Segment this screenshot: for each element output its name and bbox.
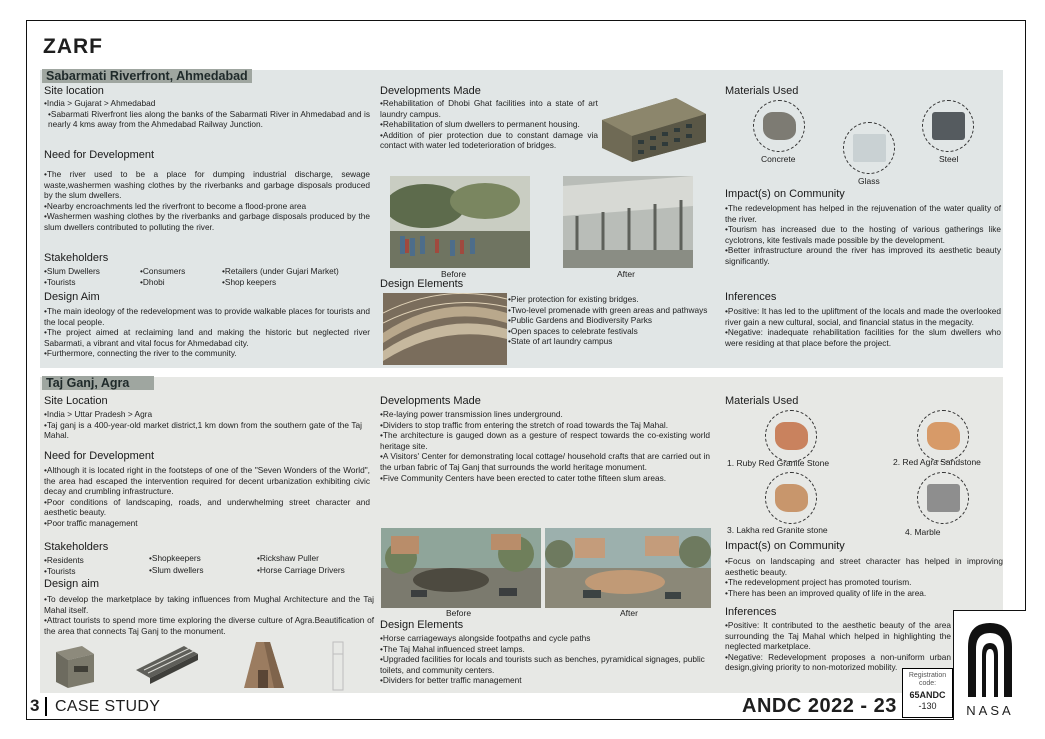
design-aim-heading: Design Aim [44, 291, 100, 303]
design-aim-text: •To develop the marketplace by taking influences from Mughal Architecture and the Taj Mahal itself. •Attract tourists to spend more time exploring the diverse culture of Agra.Beautification of the area that connects Taj Ganj to the monument. [44, 594, 374, 636]
design-elements-heading: Design Elements [380, 278, 464, 290]
stakeholder-item: •Tourists [44, 277, 76, 287]
material-label: Concrete [761, 154, 796, 164]
before-photo [381, 528, 541, 608]
materials-heading: Materials Used [725, 85, 799, 97]
site-location-text: •India > Uttar Pradesh > Agra •Taj ganj is a 400-year-old market district,1 km down from the southern gate of the Taj Mahal. [44, 409, 362, 441]
need-text: •Although it is located right in the footsteps of one of the "Seven Wonders of the World", the area had escaped the intervention required for decent urbanization exhibiting civic decay and crumbling infrastructure. •Poor conditions of landscaping, roads, and underwhelming street character and aesthetic beauty. •Poor traffic management [44, 465, 370, 528]
inferences-text: •Positive: It has led to the upliftment of the locals and made the overlooked river gain a new cultural, social, and financial status in the megacity. •Negative: inadequate rehabilitation facilities for the slum dwellers who were residing at that place before the project. [725, 306, 1001, 348]
stakeholders-heading: Stakeholders [44, 252, 109, 264]
section-heading-tajganj: Taj Ganj, Agra [42, 376, 154, 390]
marble-swatch [917, 472, 969, 524]
footer-divider [45, 697, 47, 716]
impact-text: •The redevelopment has helped in the rejuvenation of the water quality of the river. •Tourism has increased due to the hosting of various gatherings like cyclotrons, kite festivals made possible by the development. •Better infrastructure around the river has improved its aesthetic beauty significantly. [725, 203, 1001, 266]
nasa-logo [953, 610, 1026, 720]
stakeholder-item: •Residents [44, 555, 84, 565]
material-label: Glass [858, 176, 880, 186]
impact-text: •Focus on landscaping and street character has helped in improving aesthetic beauty. •The redevelopment project has promoted tourism. •There has been an improved quality of life in the area. [725, 556, 1003, 598]
street-lamp-render [330, 640, 346, 692]
nasa-arch-icon [954, 611, 1027, 703]
registration-label: Registration code: [908, 672, 947, 687]
design-aim-text: •The main ideology of the redevelopment was to provide walkable places for tourists and the local people. •The project aimed at reclaiming land and making the historic but neglected river Sabarmati, a vibrant and vital focus for Ahmedabad city. •Furthermore, connecting the river to the community. [44, 306, 370, 359]
need-heading: Need for Development [44, 450, 155, 462]
after-photo [545, 528, 711, 608]
stakeholders-heading: Stakeholders [44, 541, 109, 553]
before-photo [390, 176, 530, 268]
registration-box [902, 668, 953, 718]
stakeholder-item: •Dhobi [140, 277, 165, 287]
developments-text: •Re-laying power transmission lines underground. •Dividers to stop traffic from entering the stretch of road towards the Taj Mahal. •The architecture is gauged down as a gesture of respect towards the co-existing world heritage site. •A Visitors' Center for demonstrating local cottage/ household crafts that are carried out in the urban fabric of Taj Ganj that surrounds the world heritage monument. •Five Community Centers have been erected to cater tothe fifteen slum areas. [380, 409, 710, 483]
before-caption: Before [446, 608, 472, 618]
andc-year: ANDC 2022 - 23 [742, 695, 897, 717]
design-elements-text: •Horse carriageways alongside footpaths and cycle paths •The Taj Mahal influenced street lamps. •Upgraded facilities for locals and tourists such as benches, pyramidical signages, public toilets, and community centers. •Dividers for better traffic management [380, 633, 705, 686]
after-photo [563, 176, 693, 268]
impact-heading: Impact(s) on Community [725, 188, 845, 200]
before-caption: Before [441, 269, 467, 279]
inferences-heading: Inferences [725, 606, 777, 618]
material-label: 4. Marble [905, 527, 941, 537]
concrete-swatch [753, 100, 805, 152]
footer-label: CASE STUDY [55, 698, 161, 715]
laundry-campus-render [596, 92, 708, 164]
developments-heading: Developments Made [380, 85, 481, 97]
material-label: 1. Ruby Red Granite Stone [727, 458, 830, 468]
design-aim-heading: Design aim [44, 578, 100, 590]
inferences-text: •Positive: It contributed to the aesthetic beauty of the area surrounding the Taj Mahal which helped in highlighting the neglected marketplace. •Negative: Redevelopment proposes a non-uniform urban design,giving priority to non-motorized mobility. [725, 620, 951, 673]
stakeholder-item: •Slum dwellers [149, 565, 204, 575]
stakeholder-item: •Shop keepers [222, 277, 277, 287]
site-location-text: •India > Gujarat > Ahmedabad •Sabarmati Riverfront lies along the banks of the Sabarmati River in Ahmedabad and is nearly 4 kms away from the Ahmedabad Railway Junction. [44, 98, 370, 130]
developments-text: •Rehabilitation of Dhobi Ghat facilities into a state of art laundry campus. •Rehabilitation of slum dwellers to permanent housing. •Addition of pier protection due to constant damage via contact with water led todeterioration of bridges. [380, 98, 598, 151]
community-center-render [52, 642, 98, 690]
material-label: 2. Red Agra Sandstone [893, 457, 981, 467]
pyramidical-signage-render [240, 640, 288, 690]
bench-render [134, 642, 200, 684]
page-title: ZARF [43, 35, 103, 58]
design-elements-heading: Design Elements [380, 619, 464, 631]
need-heading: Need for Development [44, 149, 155, 161]
material-label: Steel [939, 154, 959, 164]
materials-heading: Materials Used [725, 395, 799, 407]
steel-swatch [922, 100, 974, 152]
stakeholder-item: •Shopkeepers [149, 553, 201, 563]
material-label: 3. Lakha red Granite stone [727, 525, 828, 535]
inferences-heading: Inferences [725, 291, 777, 303]
page-number: 3 [30, 696, 40, 715]
stakeholder-item: •Tourists [44, 566, 76, 576]
registration-code: 65ANDC [909, 690, 946, 700]
site-location-heading: Site location [44, 85, 104, 97]
registration-code-suffix: -130 [918, 701, 937, 711]
after-caption: After [620, 608, 638, 618]
red-agra-sandstone-swatch [917, 410, 969, 462]
stakeholder-item: •Retailers (under Gujari Market) [222, 266, 339, 276]
developments-heading: Developments Made [380, 395, 481, 407]
need-text: •The river used to be a place for dumping industrial discharge, sewage waste,washermen washing clothes by the riverbanks and garbage disposals produced by the slum dwellers. •Nearby encroachments led the riverfront to become a flood-prone area •Washermen washing clothes by the riverbanks and garbage disposals produced by the slum dwellers contributed to polluting the river. [44, 169, 370, 232]
stakeholder-item: •Rickshaw Puller [257, 553, 319, 563]
ruby-red-granite-swatch [765, 410, 817, 462]
site-location-heading: Site Location [44, 395, 108, 407]
stakeholder-item: •Slum Dwellers [44, 266, 100, 276]
promenade-aerial-photo [383, 293, 507, 365]
design-elements-text: •Pier protection for existing bridges. •Two-level promenade with green areas and pathways •Public Gardens and Biodiversity Parks •Open spaces to celebrate festivals •State of art laundry campus [508, 294, 708, 347]
impact-heading: Impact(s) on Community [725, 540, 845, 552]
section-heading-sabarmati: Sabarmati Riverfront, Ahmedabad [42, 69, 252, 83]
lakha-red-granite-swatch [765, 472, 817, 524]
stakeholder-item: •Horse Carriage Drivers [257, 565, 345, 575]
glass-swatch [843, 122, 895, 174]
nasa-logo-text: NASA [966, 703, 1014, 718]
after-caption: After [617, 269, 635, 279]
stakeholder-item: •Consumers [140, 266, 186, 276]
